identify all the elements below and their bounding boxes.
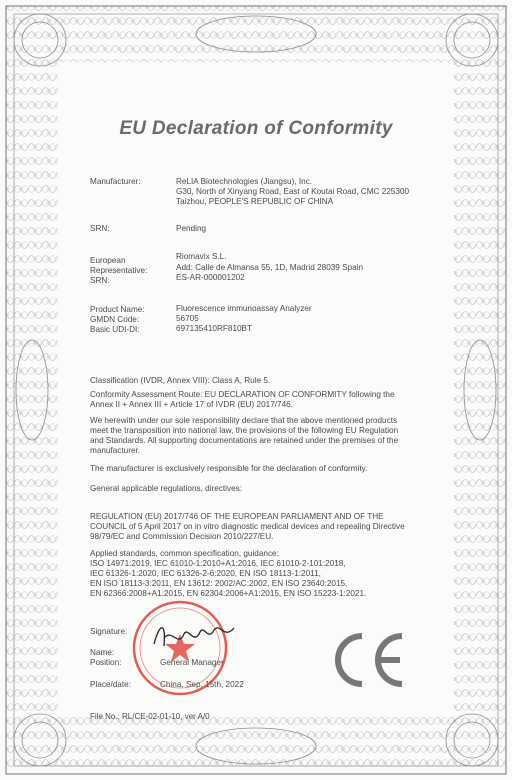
rep-label-3: SRN: [90,276,110,285]
regulation-line: 98/79/EC and Commission Decision 2010/227/EU. [90,532,274,541]
rep-srn: ES-AR-000001202 [176,273,245,282]
standards-paragraph [90,549,440,599]
gmdn-label: GMDN Code: [90,315,140,324]
assessment-line: Annex II + Annex III + Article 17 of IVDR (EU) 2017/746. [90,400,293,409]
rep-label-1: European [90,256,126,265]
rep-name: Riomavix S.L. [176,252,227,261]
srn-value: Pending [176,224,207,233]
rep-label-2: Representative: [90,266,148,275]
srn-label: SRN: [90,224,110,233]
herewith-paragraph [90,416,440,456]
standards-line: Applied standards, common specification, guidance: [90,549,279,558]
assessment-line: Conformity Assessment Route: EU DECLARATION OF CONFORMITY following the [90,390,395,399]
rep-address: Add: Calle de Almansa 55, 1D, Madrid 28039 Spain [176,263,364,272]
udi-value: 697135410RF810BT [176,324,253,333]
regulation-paragraph [90,512,440,542]
manufacturer-address: G30, North of Xinyang Road, East of Koutai Road, CMC 225300 [176,187,410,196]
standards-line: ISO 14971:2019, IEC 61010-1:2010+A1:2016, IEC 61010-2-101:2018, [90,559,346,568]
regulation-line: REGULATION (EU) 2017/746 OF THE EUROPEAN PARLIAMENT AND OF THE [90,512,384,521]
herewith-line: We herewith under our sole responsibility declare that the above mentioned products [90,416,398,425]
manufacturer-city: Taizhou, PEOPLE'S REPUBLIC OF CHINA [176,197,334,206]
place-date-value: China, Sep. 15th, 2022 [160,680,244,689]
standards-line: EN ISO 18113-3:2011, EN 13612: 2002/AC:2002, EN ISO 23640:2015, [90,579,348,588]
classification-text: Classification (IVDR, Annex VIII): Class A, Rule 5. [90,376,271,385]
herewith-line: meet the transposition into national law, the provisions of the following EU Regulation [90,426,399,435]
signature-label: Signature: [90,627,128,636]
product-name-value: Fluorescence immunoassay Analyzer [176,304,312,313]
manufacturer-name: ReLIA Biotechnologies (Jiangsu), Inc. [176,177,313,186]
content-panel [58,62,454,712]
regulation-line: COUNCIL of 5 April 2017 on in vitro diagnostic medical devices and repealing Directive [90,522,405,531]
udi-label: Basic UDI-DI: [90,325,140,334]
product-name-label: Product Name: [90,305,145,314]
position-label: Position: [90,658,122,667]
assessment-paragraph [90,390,440,410]
general-regulations-heading: General applicable regulations, directives: [90,484,243,493]
manufacturer-label: Manufacturer: [90,177,141,186]
herewith-line: and Standards. All supporting documentations are retained under the premises of the [90,436,399,445]
gmdn-value: 56705 [176,314,199,323]
position-value: General Manager [160,658,224,667]
file-number: File No.: RL/CE-02-01-10, ver A/0 [90,712,210,721]
herewith-line: manufacturer. [90,446,141,455]
page-title: EU Declaration of Conformity [119,118,393,139]
standards-line: EN 62366:2008+A1:2015, EN 62304:2006+A1:2015, EN ISO 15223-1:2021. [90,589,367,598]
handwritten-signature [150,618,240,652]
ce-mark [328,630,408,690]
responsible-text: The manufacturer is exclusively responsible for the declaration of conformity. [90,464,368,473]
standards-line: IEC 61326-1:2020, IEC 61326-2-6:2020, EN ISO 18113-1:2011, [90,569,321,578]
place-date-label: Place/date: [90,680,131,689]
name-label: Name: [90,648,115,657]
